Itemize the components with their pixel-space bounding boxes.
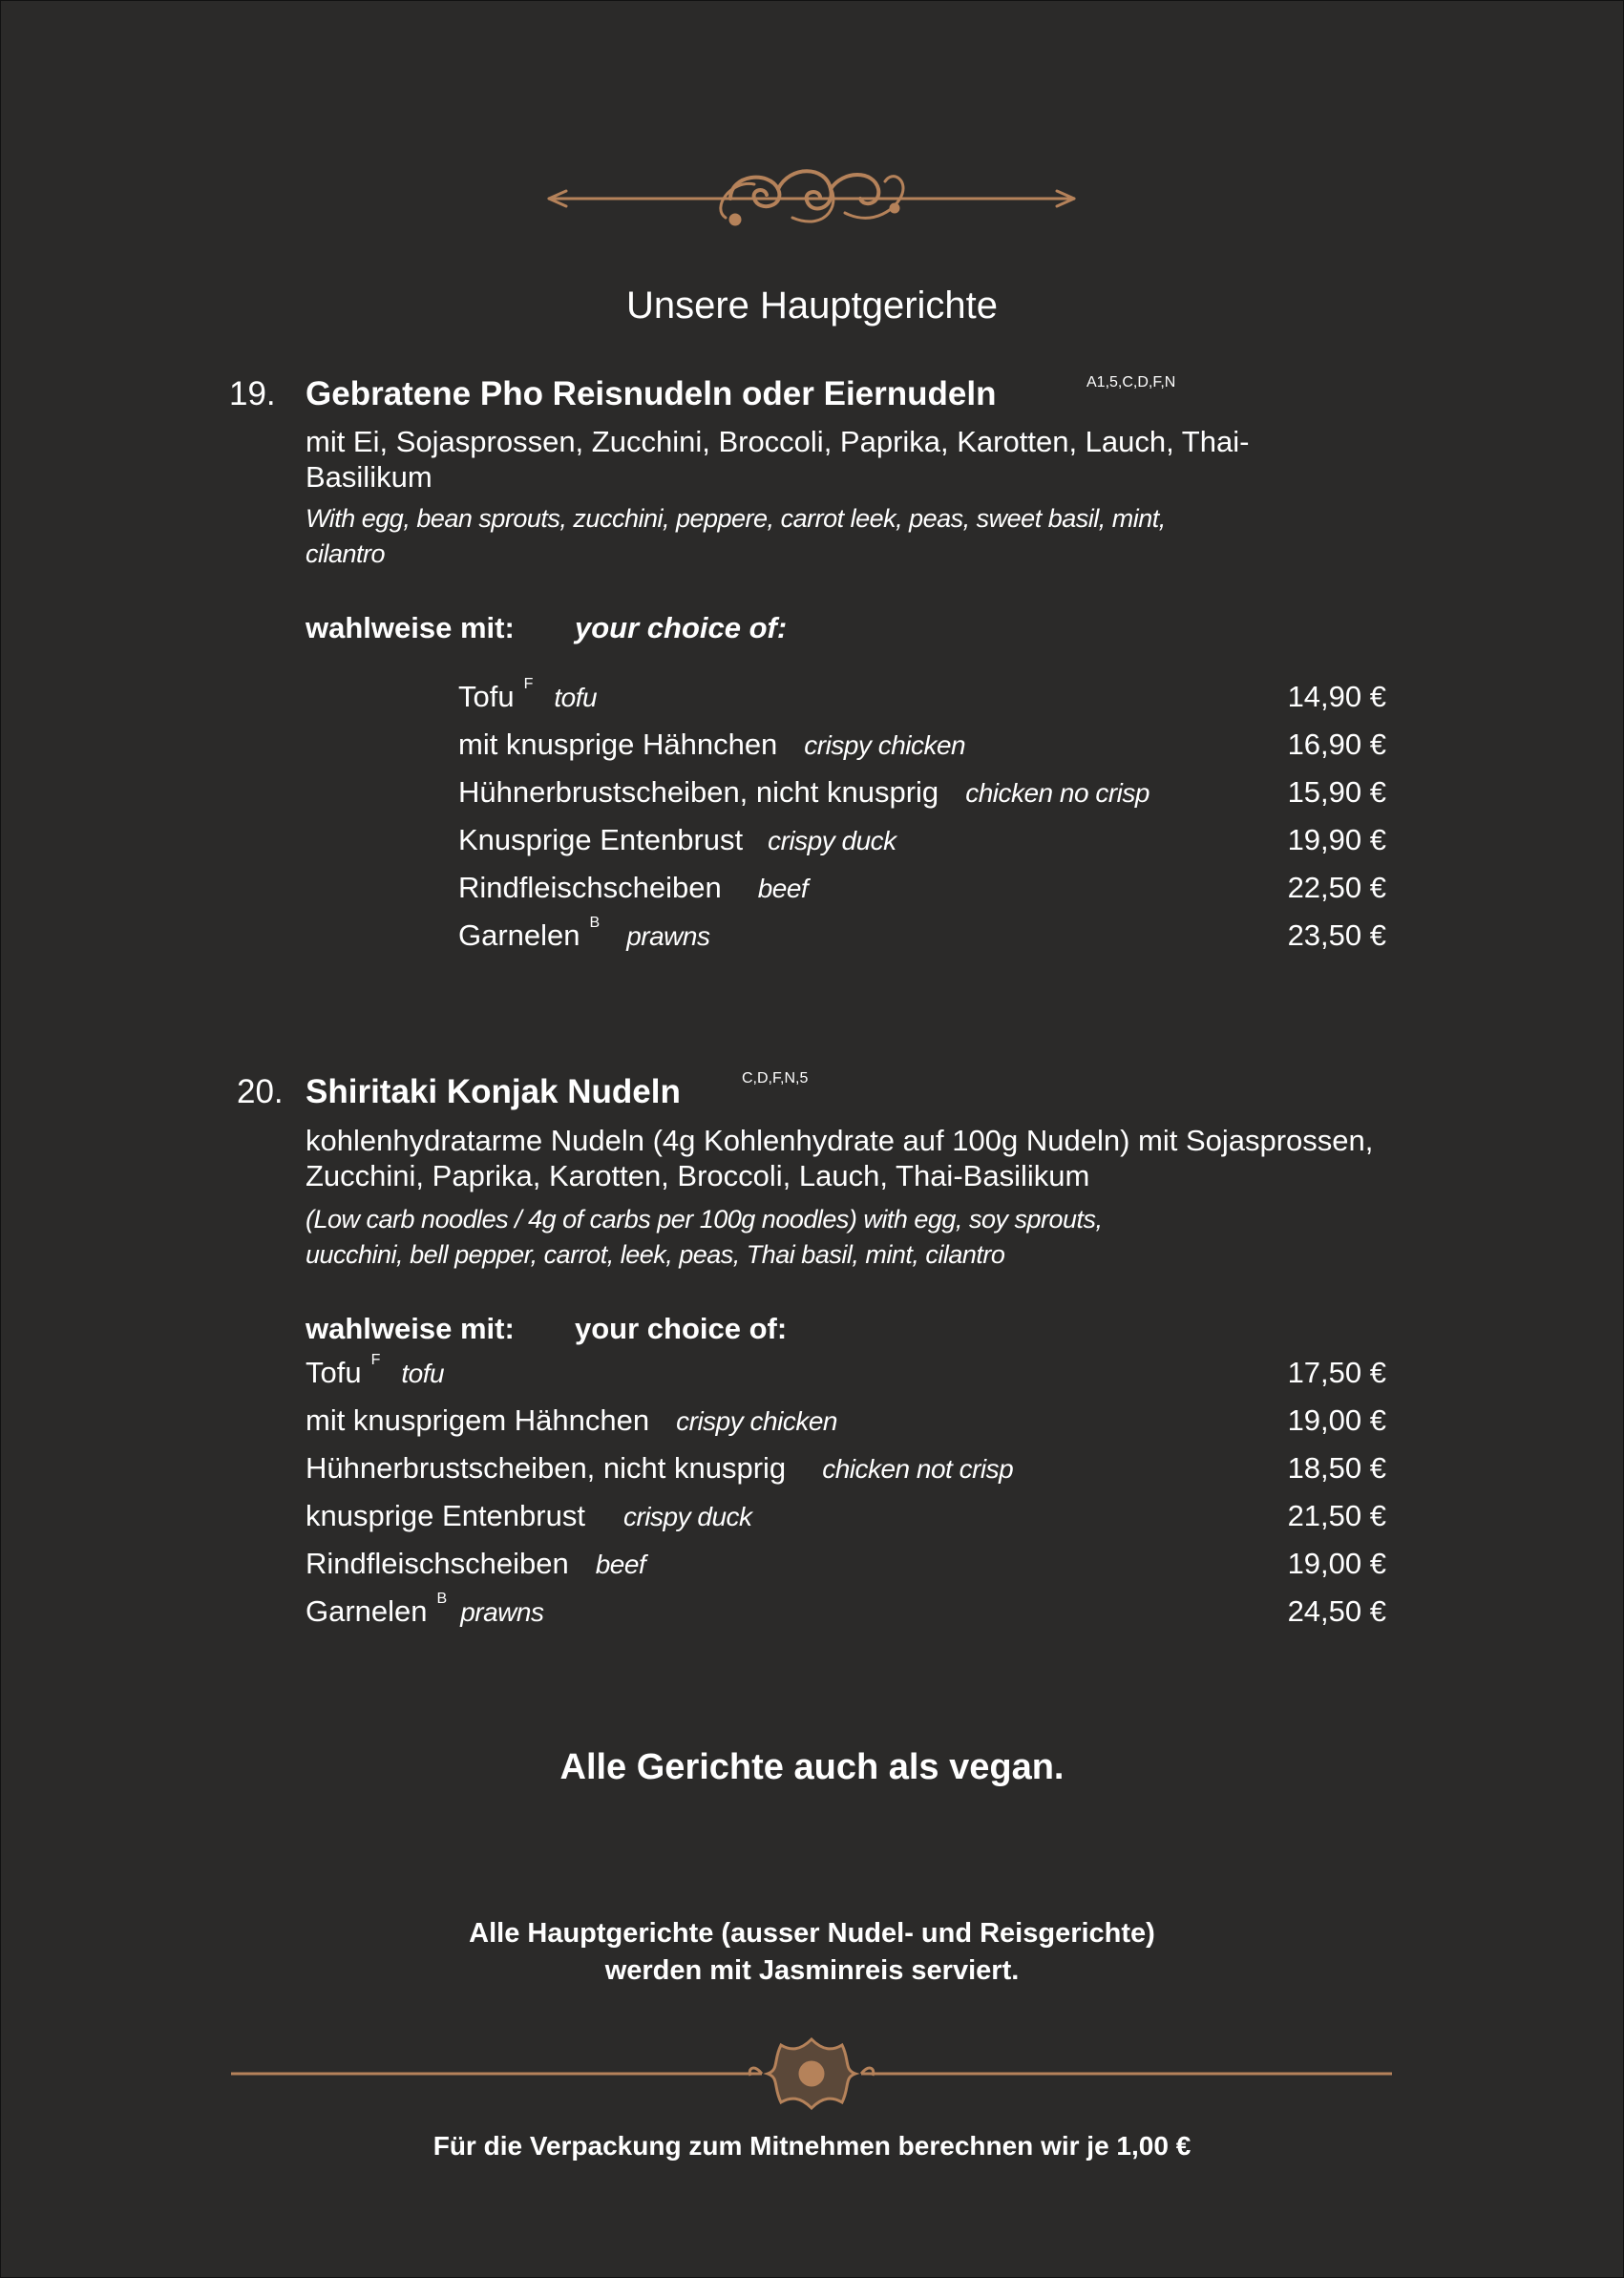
- option-price: 16,90 €: [1287, 728, 1386, 761]
- dish-20-choice-label: wahlweise mit:: [306, 1312, 515, 1345]
- option-price: 23,50 €: [1287, 918, 1386, 952]
- option-name-en: crispy chicken: [676, 1406, 837, 1436]
- dish-19-description: mit Ei, Sojasprossen, Zucchini, Broccoli, Paprika, Karotten, Lauch, Thai-Basilikum: [306, 425, 1250, 494]
- option-name: Tofu: [458, 680, 515, 713]
- option-price: 18,50 €: [1287, 1451, 1386, 1485]
- option-name-en: prawns: [460, 1597, 544, 1627]
- page-title: Unsere Hauptgerichte: [625, 285, 999, 327]
- option-name-en: tofu: [554, 683, 598, 712]
- option-allergen: B: [589, 915, 601, 931]
- option-row: [306, 1451, 1013, 1486]
- dish-19-name: Gebratene Pho Reisnudeln oder Eiernudeln: [306, 375, 997, 412]
- dish-20-choice-label-en: your choice of:: [575, 1312, 788, 1345]
- option-price: 21,50 €: [1287, 1499, 1386, 1532]
- option-name-en: beef: [595, 1550, 646, 1579]
- scroll-flourish-arrow-icon: [539, 160, 1084, 242]
- option-name: Hühnerbrustscheiben, nicht knusprig: [458, 775, 939, 809]
- dish-20-description: kohlenhydratarme Nudeln (4g Kohlenhydrate auf 100g Nudeln) mit Sojasprossen, Zucchini, Paprika, Karotten, Broccoli, Lauch, Thai-Basilikum: [306, 1124, 1374, 1192]
- option-name-en: beef: [757, 874, 809, 903]
- dish-19-choice-label-en: your choice of:: [575, 611, 788, 644]
- option-name-en: chicken not crisp: [822, 1454, 1014, 1484]
- option-allergen: F: [523, 676, 534, 692]
- option-row: [306, 1499, 752, 1533]
- option-row: [458, 871, 808, 905]
- option-row: [306, 1403, 837, 1438]
- damask-flourish-divider-icon: [227, 2032, 1396, 2118]
- dish-19-choice-label: wahlweise mit:: [306, 611, 515, 644]
- option-name-en: tofu: [401, 1359, 445, 1388]
- option-name: mit knusprige Hähnchen: [458, 728, 778, 761]
- option-price: 19,90 €: [1287, 823, 1386, 856]
- packaging-note: Für die Verpackung zum Mitnehmen berechnen wir je 1,00 €: [432, 2131, 1192, 2161]
- option-row: [458, 823, 896, 857]
- option-price: 19,00 €: [1287, 1403, 1386, 1437]
- option-name: Knusprige Entenbrust: [458, 823, 744, 856]
- dish-20-allergens: C,D,F,N,5: [742, 1070, 809, 1086]
- option-allergen: B: [436, 1591, 448, 1607]
- option-price: 19,00 €: [1287, 1547, 1386, 1580]
- option-name: mit knusprigem Hähnchen: [306, 1403, 650, 1437]
- option-name-en: chicken no crisp: [965, 778, 1149, 808]
- dish-19-allergens: A1,5,C,D,F,N: [1086, 374, 1176, 390]
- option-name: Garnelen: [458, 918, 580, 952]
- option-name-en: prawns: [626, 921, 710, 951]
- dish-20-description-en: (Low carb noodles / 4g of carbs per 100g noodles) with egg, soy sprouts, uucchini, bell pepper, carrot, leek, peas, Thai basil, mint, cilantro: [306, 1205, 1103, 1269]
- option-name: Hühnerbrustscheiben, nicht knusprig: [306, 1451, 787, 1485]
- option-price: 17,50 €: [1287, 1356, 1386, 1389]
- option-price: 24,50 €: [1287, 1594, 1386, 1628]
- option-price: 14,90 €: [1287, 680, 1386, 713]
- option-row: [458, 728, 965, 762]
- option-allergen: F: [370, 1352, 381, 1368]
- vegan-note: Alle Gerichte auch als vegan.: [559, 1747, 1065, 1787]
- dish-19-description-en: With egg, bean sprouts, zucchini, peppere, carrot leek, peas, sweet basil, mint, cilantro: [306, 504, 1166, 568]
- rice-note-line-1: Alle Hauptgerichte (ausser Nudel- und Reisgerichte): [469, 1918, 1155, 1949]
- option-row: [306, 1591, 544, 1629]
- dish-20-number: 20.: [237, 1073, 284, 1110]
- option-name: Tofu: [306, 1356, 362, 1389]
- option-name-en: crispy duck: [622, 1502, 752, 1531]
- option-name: knusprige Entenbrust: [306, 1499, 585, 1532]
- option-row: [306, 1547, 645, 1581]
- rice-note-line-2: werden mit Jasminreis serviert.: [604, 1955, 1020, 1986]
- option-name: Rindfleischscheiben: [458, 871, 722, 904]
- dish-20-name: Shiritaki Konjak Nudeln: [306, 1073, 681, 1110]
- option-name-en: crispy chicken: [804, 730, 966, 760]
- dish-19-number: 19.: [229, 375, 276, 412]
- option-row: [306, 1352, 445, 1390]
- option-price: 22,50 €: [1287, 871, 1386, 904]
- option-row: [458, 775, 1149, 810]
- option-row: [458, 915, 710, 953]
- option-name: Garnelen: [306, 1594, 428, 1628]
- option-row: [458, 676, 598, 714]
- option-name: Rindfleischscheiben: [306, 1547, 569, 1580]
- option-price: 15,90 €: [1287, 775, 1386, 809]
- option-name-en: crispy duck: [768, 826, 896, 855]
